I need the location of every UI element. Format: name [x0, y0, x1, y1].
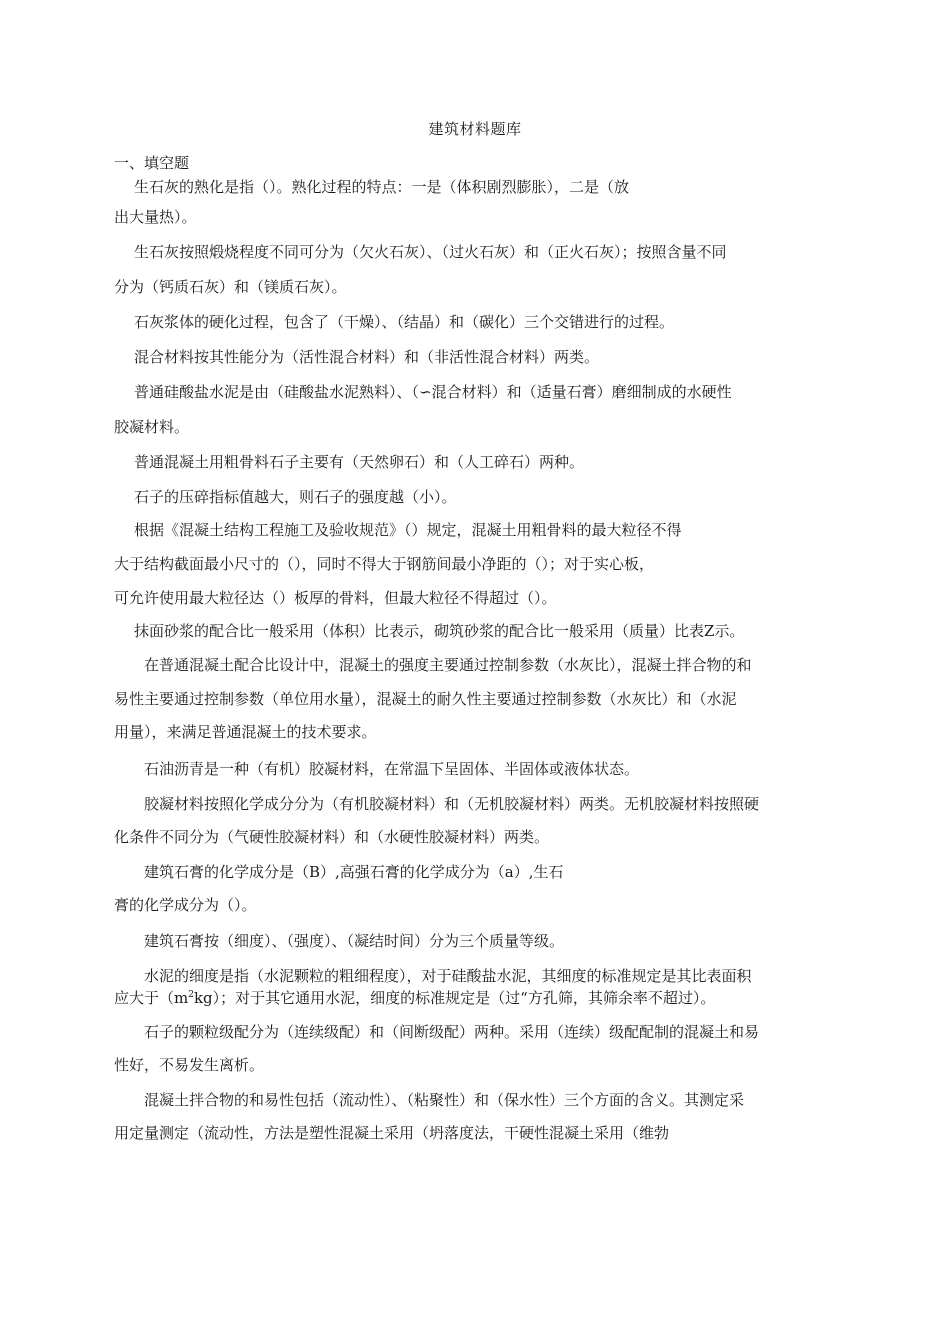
text-line: [114, 989, 715, 1007]
superscript: 2: [188, 990, 194, 1000]
text-line: 普通混凝土用粗骨料石子主要有（天然卵石）和（人工碎石）两种。: [134, 453, 585, 471]
text-line: 性好，不易发生离析。: [114, 1056, 265, 1074]
text-line: 建筑石膏的化学成分是（B）,高强石膏的化学成分为（a）,生石: [144, 863, 564, 881]
text-fragment: kg）；对于其它通用水泥，细度的标准规定是（过“方孔筛，其筛余率不超过）。: [193, 989, 716, 1007]
text-line: 在普通混凝土配合比设计中，混凝土的强度主要通过控制参数（水灰比），混凝土拌合物的和: [144, 656, 752, 674]
text-line: 石油沥青是一种（有机）胶凝材料，在常温下呈固体、半固体或液体状态。: [144, 760, 640, 778]
text-line: 普通硅酸盐水泥是由（硅酸盐水泥熟料）、（∽混合材料）和（适量石膏）磨细制成的水硬性: [134, 383, 732, 401]
text-line: 生石灰的熟化是指（）。熟化过程的特点：一是（体积剧烈膨胀），二是（放: [134, 178, 630, 196]
text-line: 用定量测定（流动性，方法是塑性混凝土采用（坍落度法，干硬性混凝土采用（维勃: [114, 1124, 670, 1142]
text-line: 石子的颗粒级配分为（连续级配）和（间断级配）两种。采用（连续）级配配制的混凝土和易: [144, 1023, 760, 1041]
document-title: 建筑材料题库: [428, 120, 522, 138]
text-line: 可允许使用最大粒径达（）板厚的骨料，但最大粒径不得超过（）。: [114, 589, 557, 607]
text-line: 石灰浆体的硬化过程，包含了（干燥）、（结晶）和（碳化）三个交错进行的过程。: [134, 313, 675, 331]
text-fragment: 应大于（m: [114, 989, 189, 1007]
section-heading: 一、填空题: [114, 154, 190, 172]
text-line: 水泥的细度是指（水泥颗粒的粗细程度），对于硅酸盐水泥，其细度的标准规定是其比表面积: [144, 967, 752, 985]
text-line: 化条件不同分为（气硬性胶凝材料）和（水硬性胶凝材料）两类。: [114, 828, 550, 846]
text-line: 胶凝材料按照化学成分分为（有机胶凝材料）和（无机胶凝材料）两类。无机胶凝材料按照硬: [144, 795, 760, 813]
text-line: 混合材料按其性能分为（活性混合材料）和（非活性混合材料）两类。: [134, 348, 600, 366]
text-line: 分为（钙质石灰）和（镁质石灰）。: [114, 278, 347, 296]
text-line: 抹面砂浆的配合比一般采用（体积）比表示，砌筑砂浆的配合比一般采用（质量）比表Z示。: [134, 622, 745, 640]
text-line: 膏的化学成分为（）。: [114, 896, 257, 914]
text-line: 建筑石膏按（细度）、（强度）、（凝结时间）分为三个质量等级。: [144, 932, 565, 950]
text-line: 用量），来满足普通混凝土的技术要求。: [114, 723, 377, 741]
text-line: 混凝土拌合物的和易性包括（流动性）、（粘聚性）和（保水性）三个方面的含义。其测定采: [144, 1091, 745, 1109]
text-line: 石子的压碎指标值越大，则石子的强度越（小）。: [134, 488, 457, 506]
text-line: 生石灰按照煅烧程度不同可分为（欠火石灰）、（过火石灰）和（正火石灰）；按照含量不同: [134, 243, 727, 261]
text-line: 易性主要通过控制参数（单位用水量），混凝土的耐久性主要通过控制参数（水灰比）和（水泥: [114, 690, 737, 708]
text-line: 根据《混凝土结构工程施工及验收规范》（）规定，混凝土用粗骨料的最大粒径不得: [134, 521, 682, 539]
text-line: 大于结构截面最小尺寸的（），同时不得大于钢筋间最小净距的（）；对于实心板，: [114, 555, 655, 573]
text-line: 胶凝材料。: [114, 418, 190, 436]
text-line: 出大量热）。: [114, 208, 197, 226]
